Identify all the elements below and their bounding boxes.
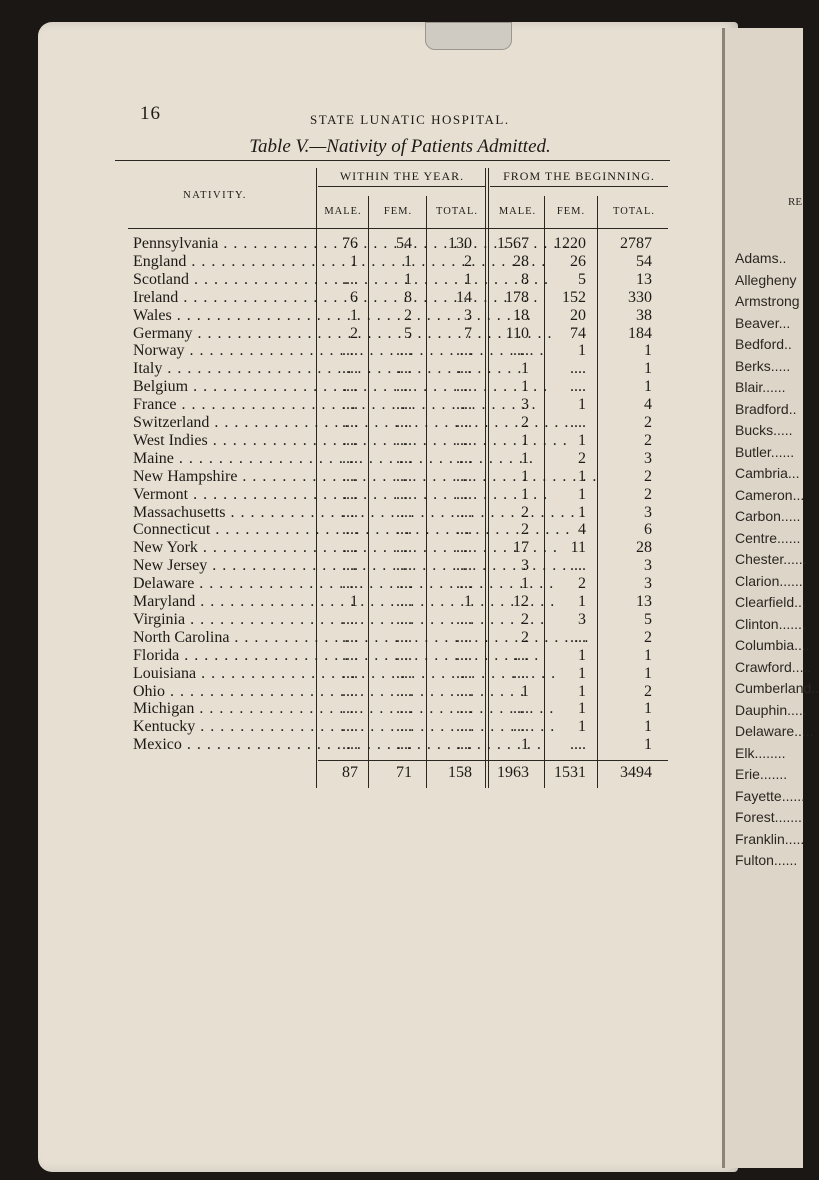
row-value-cell: .... (396, 664, 412, 682)
adjacent-page-item: Dauphin..... (735, 701, 807, 718)
row-value-cell: 1220 (554, 235, 586, 252)
row-nativity-label: England . . . (133, 253, 309, 271)
row-value-cell: 54 (636, 252, 652, 270)
row-value-cell: 2 (521, 628, 529, 646)
page-number: 16 (140, 103, 161, 124)
row-value-cell: 1 (578, 646, 586, 664)
row-nativity-label: Scotland . . . (133, 271, 309, 289)
row-value-cell: .... (513, 718, 529, 736)
row-value-cell: .... (396, 360, 412, 378)
row-value-cell: .... (456, 682, 472, 700)
row-value-cell: 1 (350, 593, 358, 610)
row-value-cell: .... (342, 700, 358, 718)
row-value-cell: 5 (404, 324, 412, 342)
group-rule-year (318, 186, 486, 187)
row-value-cell: .... (456, 521, 472, 539)
row-value-cell: 14 (456, 288, 472, 306)
row-value-cell: 152 (562, 288, 586, 306)
row-value-cell: 1 (578, 682, 586, 700)
row-value-cell: .... (342, 396, 358, 414)
row-nativity-label: France . . . (133, 396, 309, 414)
row-value-cell: 1 (578, 485, 586, 503)
row-value-cell: 6 (350, 288, 358, 306)
row-nativity-label: Belgium . . . (133, 378, 309, 396)
row-value-cell: .... (342, 414, 358, 431)
row-value-cell: 28 (513, 252, 529, 270)
adjacent-page-item: Chester...... (735, 551, 807, 567)
adjacent-page-item: Fayette...... (735, 787, 806, 804)
row-value-cell: .... (513, 664, 529, 682)
adjacent-page-item: Bedford.. (735, 336, 792, 352)
row-value-cell: .... (456, 342, 472, 360)
row-nativity-label: Michigan . . . (133, 700, 309, 718)
row-value-cell: 1 (350, 252, 358, 270)
row-value-cell: .... (342, 270, 358, 288)
row-value-cell: 11 (570, 539, 586, 557)
row-value-cell: .... (342, 646, 358, 664)
adjacent-page-item: Bucks..... (735, 422, 793, 438)
row-value-cell: .... (342, 360, 358, 378)
row-value-cell: 1 (521, 431, 529, 449)
row-value-cell: .... (396, 628, 412, 646)
row-nativity-label: Germany . . . (133, 325, 309, 343)
row-value-cell: 1 (521, 449, 529, 467)
row-value-cell: .... (396, 467, 412, 485)
row-value-cell: .... (342, 431, 358, 449)
row-value-cell: 1 (578, 467, 586, 485)
row-value-cell: 17 (513, 539, 529, 557)
row-value-cell: 1 (521, 378, 529, 396)
row-value-cell: 28 (636, 539, 652, 557)
row-value-cell: 3 (521, 557, 529, 575)
adjacent-page-item: Columbia.... (735, 637, 810, 653)
row-value-cell: 1 (644, 342, 652, 360)
row-value-cell: .... (342, 449, 358, 467)
row-value-cell: .... (396, 485, 412, 503)
row-value-cell: .... (342, 664, 358, 682)
row-value-cell: .... (456, 485, 472, 503)
adjacent-page-item: Berks..... (735, 357, 791, 374)
row-value-cell: .... (342, 557, 358, 575)
row-value-cell: .... (456, 628, 472, 646)
total-cell: 71 (396, 764, 412, 781)
row-value-cell: .... (456, 431, 472, 449)
binder-clip (425, 22, 512, 50)
adjacent-page-item: Bradford.. (735, 400, 797, 417)
row-value-cell: 130 (448, 235, 472, 252)
row-nativity-label: Wales . . . (133, 307, 309, 325)
row-value-cell: .... (396, 557, 412, 575)
row-value-cell: 2 (578, 449, 586, 467)
row-value-cell: 3 (644, 503, 652, 521)
row-value-cell: 2787 (620, 235, 652, 252)
row-value-cell: .... (342, 485, 358, 503)
row-nativity-label: Ohio . . . (133, 683, 309, 701)
total-cell: 87 (342, 764, 358, 781)
row-value-cell: 2 (644, 431, 652, 449)
row-value-cell: 1 (644, 646, 652, 664)
row-value-cell: 2 (521, 610, 529, 628)
row-value-cell: 178 (505, 288, 529, 306)
row-value-cell: 2 (644, 414, 652, 431)
row-value-cell: 1 (404, 252, 412, 270)
col-head-total-beginning: TOTAL. (612, 206, 655, 217)
row-value-cell: 5 (644, 610, 652, 628)
row-nativity-label: North Carolina . . . (133, 629, 309, 647)
row-nativity-label: Kentucky . . . (133, 718, 309, 736)
row-value-cell: .... (513, 700, 529, 718)
row-value-cell: .... (570, 414, 586, 431)
row-value-cell: .... (342, 736, 358, 754)
row-value-cell: 1 (644, 736, 652, 754)
row-value-cell: 1 (578, 718, 586, 736)
totals-rule (318, 760, 668, 761)
row-nativity-label: New York . . . (133, 539, 309, 557)
row-value-cell: .... (342, 467, 358, 485)
row-nativity-label: Norway . . . (133, 342, 309, 360)
row-value-cell: .... (396, 431, 412, 449)
adjacent-page-item: Crawford..... (735, 658, 812, 675)
row-value-cell: 1 (644, 378, 652, 396)
row-value-cell: 1 (578, 396, 586, 414)
row-nativity-label: New Jersey . . . (133, 557, 309, 575)
row-value-cell: 2 (578, 575, 586, 593)
row-value-cell: .... (456, 700, 472, 718)
adjacent-page-item: Cumberland.. (735, 680, 819, 696)
row-value-cell: 6 (644, 521, 652, 539)
row-value-cell: 1 (644, 664, 652, 682)
adjacent-page-item: Delaware..... (735, 723, 814, 739)
row-value-cell: .... (396, 718, 412, 736)
total-cell: 3494 (620, 764, 652, 781)
row-value-cell: .... (396, 342, 412, 360)
row-value-cell: 2 (350, 324, 358, 342)
row-value-cell: .... (396, 503, 412, 521)
row-value-cell: 7 (464, 324, 472, 342)
group-rule-beginning (490, 186, 668, 187)
row-value-cell: .... (396, 449, 412, 467)
group-head-year: WITHIN THE YEAR. (339, 169, 465, 183)
row-value-cell: .... (342, 521, 358, 539)
row-value-cell: .... (456, 467, 472, 485)
row-value-cell: 8 (404, 288, 412, 306)
row-value-cell: 1 (578, 593, 586, 610)
row-value-cell: 1 (350, 306, 358, 324)
row-value-cell: 38 (636, 306, 652, 324)
adjacent-page-item: Armstrong (735, 293, 800, 309)
row-value-cell: 5 (578, 270, 586, 288)
row-value-cell: .... (456, 360, 472, 378)
header-bottom-rule (128, 228, 668, 229)
row-value-cell: 1 (578, 342, 586, 360)
row-value-cell: 1 (644, 700, 652, 718)
row-value-cell: 4 (644, 396, 652, 414)
row-value-cell: 1 (521, 736, 529, 754)
adjacent-page-item: Allegheny (735, 271, 797, 288)
row-nativity-label: Maine . . . (133, 450, 309, 468)
col-head-fem-beginning: FEM. (556, 206, 586, 217)
row-nativity-label: Maryland . . . (133, 593, 309, 611)
row-value-cell: 2 (521, 414, 529, 431)
row-value-cell: 13 (636, 270, 652, 288)
row-value-cell: 2 (521, 521, 529, 539)
row-value-cell: 3 (644, 575, 652, 593)
row-value-cell: .... (456, 646, 472, 664)
total-cell: 158 (448, 764, 472, 781)
row-value-cell: .... (456, 449, 472, 467)
row-value-cell: 2 (644, 628, 652, 646)
row-value-cell: 1567 (497, 235, 529, 252)
row-value-cell: 1 (578, 700, 586, 718)
total-cell: 1531 (554, 764, 586, 781)
row-value-cell: .... (570, 360, 586, 378)
row-value-cell: 2 (464, 252, 472, 270)
row-nativity-label: Delaware . . . (133, 575, 309, 593)
row-value-cell: 1 (404, 270, 412, 288)
row-value-cell: 2 (644, 485, 652, 503)
row-value-cell: .... (456, 414, 472, 431)
row-value-cell: .... (456, 664, 472, 682)
row-value-cell: 1 (644, 718, 652, 736)
row-value-cell: 330 (628, 288, 652, 306)
row-value-cell: 12 (513, 593, 529, 610)
row-value-cell: .... (396, 646, 412, 664)
table-caption: Table V.—Nativity of Patients Admitted. (249, 136, 551, 157)
row-nativity-label: Ireland . . . (133, 289, 309, 307)
adjacent-page-item: Carbon..... (735, 508, 801, 524)
row-value-cell: .... (396, 682, 412, 700)
row-value-cell: 3 (464, 306, 472, 324)
table-top-rule (115, 160, 670, 161)
row-value-cell: 54 (396, 235, 412, 252)
row-nativity-label: Virginia . . . (133, 611, 309, 629)
row-value-cell: .... (456, 539, 472, 557)
row-value-cell: 1 (464, 270, 472, 288)
row-value-cell: 3 (521, 396, 529, 414)
adjacent-page-list (735, 250, 819, 874)
row-value-cell: 1 (578, 503, 586, 521)
row-value-cell: 3 (578, 610, 586, 628)
row-value-cell: 13 (636, 593, 652, 610)
row-value-cell: .... (456, 610, 472, 628)
row-value-cell: 3 (644, 449, 652, 467)
col-head-fem-year: FEM. (383, 206, 413, 217)
row-value-cell: .... (396, 378, 412, 396)
row-value-cell: .... (396, 593, 412, 610)
row-value-cell: .... (513, 342, 529, 360)
row-nativity-label: West Indies . . . (133, 432, 309, 450)
row-value-cell: .... (342, 342, 358, 360)
row-value-cell: 4 (578, 521, 586, 539)
row-value-cell: .... (456, 575, 472, 593)
row-value-cell: 1 (464, 593, 472, 610)
row-value-cell: 1 (521, 485, 529, 503)
adjacent-page-item: Clearfield... (735, 594, 806, 610)
row-value-cell: .... (342, 628, 358, 646)
row-value-cell: .... (342, 718, 358, 736)
row-value-cell: .... (456, 378, 472, 396)
row-nativity-label: Pennsylvania . . . (133, 235, 309, 253)
row-value-cell: .... (456, 718, 472, 736)
row-value-cell: .... (456, 736, 472, 754)
row-value-cell: .... (456, 557, 472, 575)
row-value-cell: 2 (644, 467, 652, 485)
adjacent-page-item: Erie....... (735, 766, 788, 782)
row-nativity-label: Florida . . . (133, 647, 309, 665)
row-value-cell: 8 (521, 270, 529, 288)
row-value-cell: .... (396, 610, 412, 628)
row-value-cell: 3 (644, 557, 652, 575)
row-value-cell: 2 (404, 306, 412, 324)
row-value-cell: .... (396, 521, 412, 539)
row-value-cell: .... (342, 682, 358, 700)
row-value-cell: .... (396, 414, 412, 431)
row-value-cell: .... (396, 575, 412, 593)
row-value-cell: .... (513, 646, 529, 664)
adjacent-page-item: Fulton...... (735, 852, 798, 868)
row-nativity-label: Connecticut . . . (133, 521, 309, 539)
row-value-cell: 1 (521, 682, 529, 700)
row-value-cell: .... (342, 610, 358, 628)
row-value-cell: 20 (570, 306, 586, 324)
row-nativity-label: Mexico . . . (133, 736, 309, 754)
row-value-cell: 74 (570, 324, 586, 342)
row-value-cell: 110 (505, 324, 529, 342)
running-title: STATE LUNATIC HOSPITAL. (310, 112, 510, 127)
col-head-total-year: TOTAL. (435, 206, 478, 217)
adjacent-page-item: Butler...... (735, 443, 795, 460)
row-value-cell: 1 (521, 360, 529, 378)
row-value-cell: .... (396, 396, 412, 414)
row-value-cell: .... (570, 736, 586, 754)
row-value-cell: .... (342, 378, 358, 396)
adjacent-page-header: RE (788, 196, 803, 208)
col-head-male-beginning: MALE. (498, 206, 537, 217)
row-value-cell: 18 (513, 306, 529, 324)
row-value-cell: .... (456, 396, 472, 414)
row-value-cell: 1 (521, 575, 529, 593)
row-value-cell: .... (396, 736, 412, 754)
group-head-beginning: FROM THE BEGINNING. (503, 169, 655, 183)
row-value-cell: 26 (570, 252, 586, 270)
row-value-cell: 184 (628, 324, 652, 342)
adjacent-page-item: Clarion...... (735, 572, 803, 589)
row-nativity-label: Italy . . . (133, 360, 309, 378)
adjacent-page-item: Forest....... (735, 809, 802, 825)
table-row (0, 736, 700, 758)
row-value-cell: .... (456, 503, 472, 521)
row-value-cell: .... (396, 700, 412, 718)
row-value-cell: 1 (521, 467, 529, 485)
adjacent-page-item: Centre...... (735, 529, 801, 546)
adjacent-page-item: Franklin..... (735, 830, 805, 847)
row-value-cell: 2 (644, 682, 652, 700)
adjacent-page-item: Clinton....... (735, 615, 806, 632)
adjacent-page-item: Cameron... (735, 486, 805, 503)
total-cell: 1963 (497, 764, 529, 781)
adjacent-page-item: Beaver... (735, 314, 791, 331)
row-value-cell: .... (570, 378, 586, 396)
row-nativity-label: Louisiana . . . (133, 665, 309, 683)
row-value-cell: .... (570, 557, 586, 575)
row-value-cell: 76 (342, 235, 358, 252)
nativity-header: NATIVITY. (183, 190, 247, 201)
adjacent-page-item: Blair...... (735, 379, 786, 395)
row-nativity-label: Massachusetts . . . (133, 504, 309, 522)
row-value-cell: 1 (644, 360, 652, 378)
adjacent-page-item: Cambria... (735, 465, 800, 481)
row-value-cell: .... (342, 539, 358, 557)
row-nativity-label: New Hampshire . . . (133, 468, 309, 486)
row-value-cell: 2 (521, 503, 529, 521)
row-value-cell: 1 (578, 431, 586, 449)
row-value-cell: .... (342, 575, 358, 593)
row-value-cell: 1 (578, 664, 586, 682)
adjacent-page-item: Adams.. (735, 250, 787, 266)
col-head-male-year: MALE. (324, 206, 362, 217)
row-nativity-label: Switzerland . . . (133, 414, 309, 432)
adjacent-page-item: Elk........ (735, 744, 786, 761)
row-value-cell: .... (342, 503, 358, 521)
row-value-cell: .... (396, 539, 412, 557)
row-nativity-label: Vermont . . . (133, 486, 309, 504)
row-value-cell: .... (570, 628, 586, 646)
